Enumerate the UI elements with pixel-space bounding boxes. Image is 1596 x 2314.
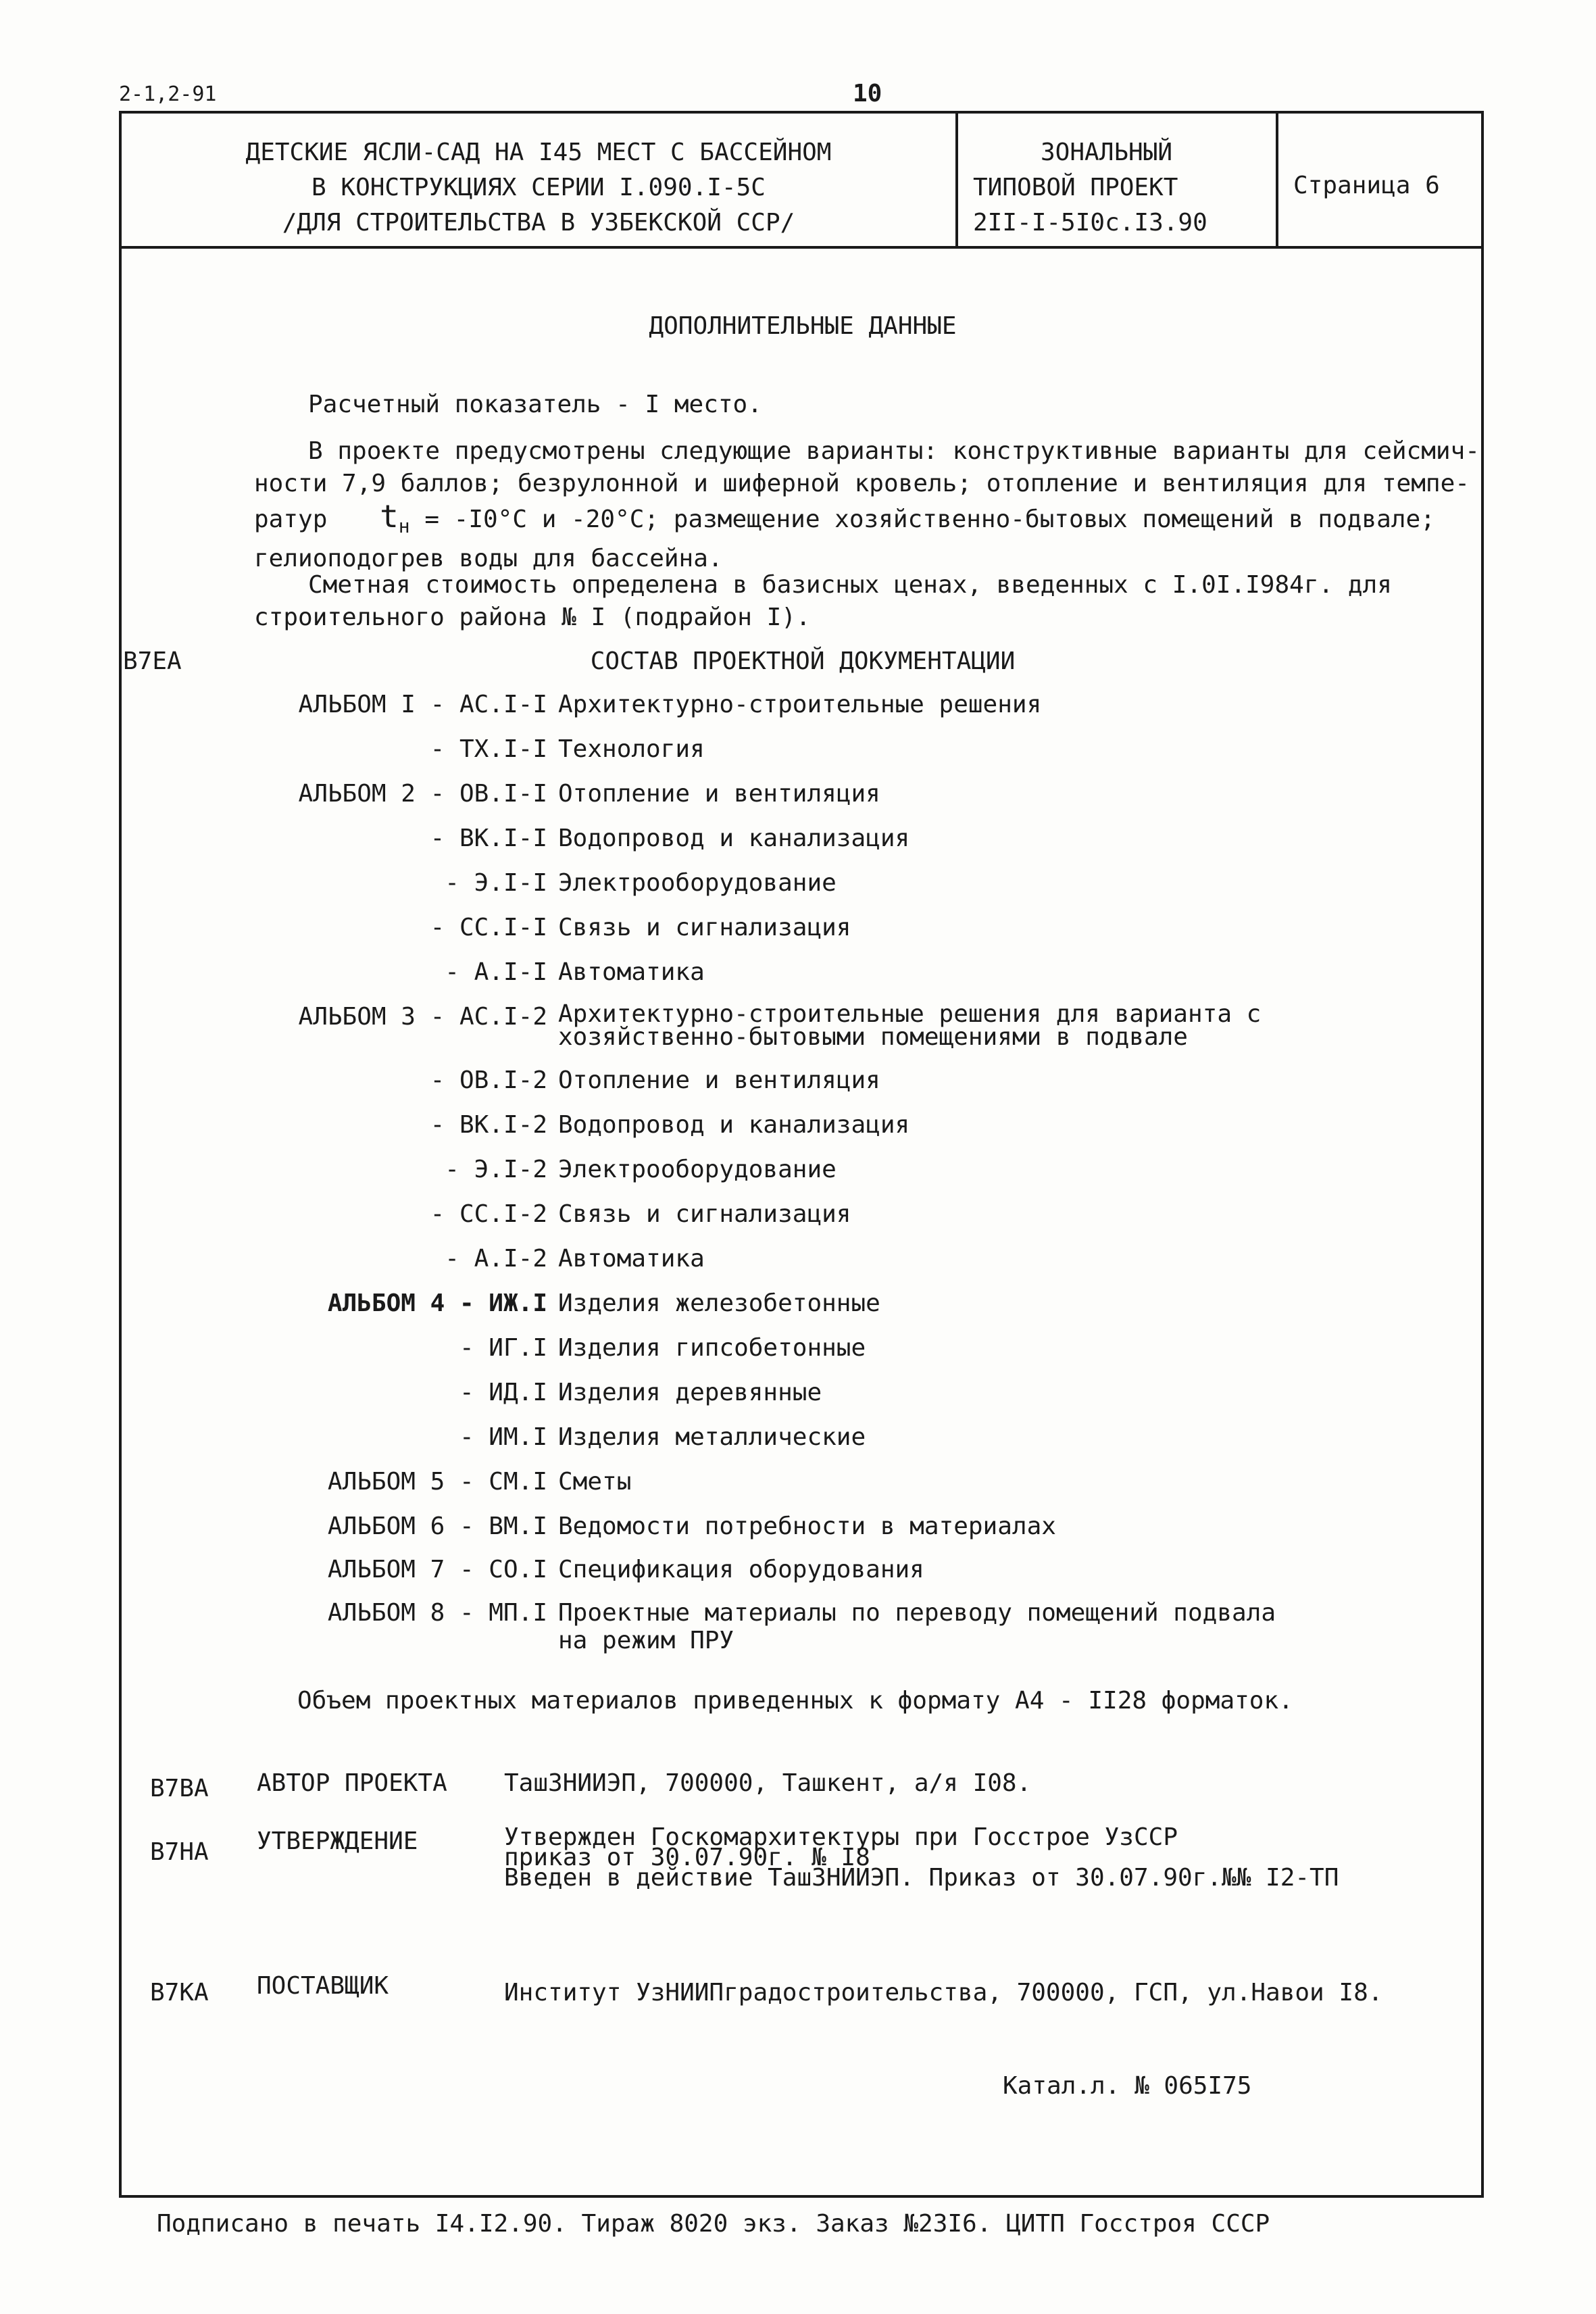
list-item: АЛЬБОМ 7 - СО.I Спецификация оборудования <box>327 1556 924 1583</box>
list-item: АЛЬБОМ 2 - ОВ.I-I Отопление и вентиляция <box>298 780 880 808</box>
header-divider <box>119 246 1484 249</box>
list-item: - ИМ.I Изделия металлические <box>459 1423 866 1451</box>
approval-label: УТВЕРЖДЕНИЕ <box>257 1827 418 1855</box>
list-item: АЛЬБОМ 5 - СМ.I Сметы <box>327 1468 632 1496</box>
section-title: ДОПОЛНИТЕЛЬНЫЕ ДАННЫЕ <box>649 312 957 340</box>
list-item: АЛЬБОМ 8 - МП.I Проектные материалы по переводу помещений подвала на режим ПРУ <box>327 1599 1276 1654</box>
author-label: АВТОР ПРОЕКТА <box>257 1769 447 1797</box>
section-code: В7ЕА <box>123 647 182 675</box>
supplier-code: В7КА <box>150 1979 209 2007</box>
page-number: 10 <box>853 80 882 107</box>
list-item: - А.I-2 Автоматика <box>445 1245 705 1273</box>
list-item: АЛЬБОМ 6 - ВМ.I Ведомости потребности в материалах <box>327 1512 1056 1540</box>
catalog-number: Катал.л. № 065I75 <box>1003 2072 1252 2100</box>
page-label: Страница 6 <box>1293 172 1440 199</box>
list-item: - ТХ.I-I Технология <box>430 735 705 763</box>
list-item: - Э.I-I Электрооборудование <box>445 869 837 897</box>
list-item: - ВК.I-2 Водопровод и канализация <box>430 1111 910 1139</box>
paragraph-2: В проекте предусмотрены следующие варианты: конструктивные варианты для сейсмич- ности 7,9 баллов; безрулонной и шиферной кровель; отопление и вентиляция для темпе- ратур $t_н = -I0^\circ С$ и -20°С; размещение хозяйственно-бытовых помещений в подвале; гелиоподогрев воды для бассейна. <box>254 437 1480 573</box>
list-item: АЛЬБОМ I - АС.I-I Архитектурно-строительные решения <box>298 691 1042 718</box>
author-value: ТашЗНИИЭП, 700000, Ташкент, а/я I08. <box>504 1769 1032 1797</box>
header-col-divider-2 <box>1276 111 1278 247</box>
volume-note: Объем проектных материалов приведенных к формату А4 - II28 форматок. <box>297 1687 1293 1715</box>
approval-text: Утвержден Госкомархитектуры при Госстрое УзССР приказ от 30.07.90г. № I8 Введен в действие ТашЗНИИЭП. Приказ от 30.07.90г.№№ I2-ТП <box>504 1823 1339 1892</box>
supplier-label: ПОСТАВЩИК <box>257 1972 389 2000</box>
paragraph-1: Расчетный показатель - I место. <box>308 391 762 418</box>
list-item: - ОВ.I-2 Отопление и вентиляция <box>430 1066 880 1094</box>
print-footer: Подписано в печать I4.I2.90. Тираж 8020 экз. Заказ №23I6. ЦИТП Госстроя СССР <box>157 2210 1270 2238</box>
approval-code: В7НА <box>150 1838 209 1866</box>
list-item: - СС.I-2 Связь и сигнализация <box>430 1200 851 1228</box>
list-item: - А.I-I Автоматика <box>445 958 705 986</box>
author-code: В7ВА <box>150 1775 209 1802</box>
docs-title: СОСТАВ ПРОЕКТНОЙ ДОКУМЕНТАЦИИ <box>590 647 1016 675</box>
paragraph-3: Сметная стоимость определена в базисных ценах, введенных с I.0I.I984г. для строительного района № I (подрайон I). <box>254 571 1392 631</box>
list-item: - ИД.I Изделия деревянные <box>459 1379 822 1406</box>
list-item: - ВК.I-I Водопровод и канализация <box>430 824 910 852</box>
project-number-block: ЗОНАЛЬНЫЙ ТИПОВОЙ ПРОЕКТ 2II-I-5I0с.I3.90 <box>973 139 1207 237</box>
list-item: - ИГ.I Изделия гипсобетонные <box>459 1334 866 1362</box>
project-title: ДЕТСКИЕ ЯСЛИ-САД НА I45 МЕСТ С БАССЕЙНОМ В КОНСТРУКЦИЯХ СЕРИИ I.090.I-5С /ДЛЯ СТРОИТЕЛЬСТВА В УЗБЕКСКОЙ ССР/ <box>245 139 832 237</box>
header-col-divider-1 <box>955 111 958 247</box>
list-item: АЛЬБОМ 3 - АС.I-2 Архитектурно-строительные решения для варианта с хозяйственно-бытовыми помещениями в подвале <box>298 1000 1262 1051</box>
document-code: 2-1,2-91 <box>119 82 217 106</box>
list-item: АЛЬБОМ 4 - ИЖ.I Изделия железобетонные <box>327 1289 880 1317</box>
supplier-value: Институт УзНИИПградостроительства, 700000, ГСП, ул.Навои I8. <box>504 1979 1383 2007</box>
list-item: - Э.I-2 Электрооборудование <box>445 1156 837 1183</box>
list-item: - СС.I-I Связь и сигнализация <box>430 914 851 941</box>
